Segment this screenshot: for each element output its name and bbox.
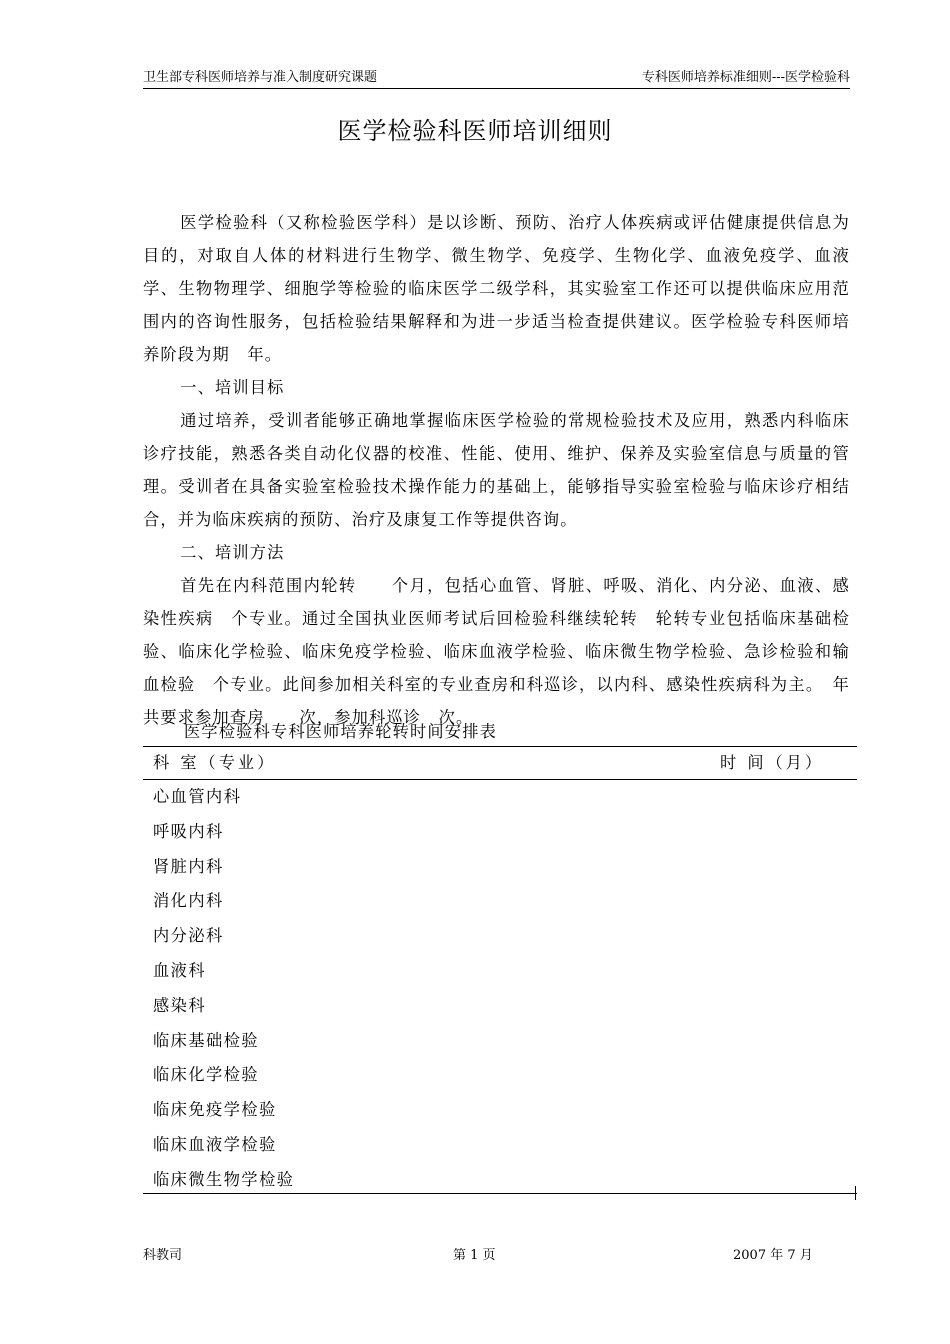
column-header-time: 时 间（月）: [720, 753, 825, 772]
table-header-row: [143, 747, 857, 780]
methods-paragraph: 首先在内科范围内轮转 个月，包括心血管、肾脏、呼吸、消化、内分泌、血液、感染性疾病 个专业。通过全国执业医师考试后回检验科继续轮转 轮转专业包括临床基础检验、临床化学检验、临床免疫学检验、临床血液学检验、临床微生物学检验、急诊检验和输血检验 个专业。此间参加相关科室的专业查房和科巡诊，以内科、感染性疾病科为主。 年共要求参加查房 次，参加科巡诊 次。: [143, 576, 850, 727]
goals-paragraph: 通过培养，受训者能够正确地掌握临床医学检验的常规检验技术及应用，熟悉内科临床诊疗技能，熟悉各类自动化仪器的校准、性能、使用、维护、保养及实验室信息与质量的管理。受训者在具备实验室检验技术操作能力的基础上，能够指导实验室检验与临床诊疗相结合，并为临床疾病的预防、治疗及康复工作等提供咨询。: [143, 411, 850, 529]
table-row: 临床基础检验: [153, 1030, 260, 1050]
header-project-title: 卫生部专科医师培养与准入制度研究课题: [143, 70, 378, 85]
table-row: 感染科: [153, 995, 207, 1015]
table-row: 血液科: [153, 960, 207, 980]
table-row: 临床化学检验: [153, 1065, 260, 1085]
page-footer: [143, 1247, 850, 1267]
section-heading-goals: 一、培训目标: [180, 378, 285, 397]
table-row: 消化内科: [153, 891, 224, 911]
table-row: 呼吸内科: [153, 821, 224, 841]
footer-department: 科教司: [143, 1248, 183, 1263]
table-right-edge: [855, 1186, 856, 1200]
section-heading-methods: 二、培训方法: [180, 543, 285, 562]
table-caption: 医学检验科专科医师培养轮转时间安排表: [184, 722, 497, 741]
footer-date: 2007 年 7 月: [733, 1248, 813, 1263]
table-row: 心血管内科: [153, 787, 242, 806]
table-row: 内分泌科: [153, 926, 224, 946]
table-row: 肾脏内科: [153, 856, 224, 876]
table-row: 临床微生物学检验: [153, 1169, 295, 1189]
document-body: [143, 206, 850, 734]
header-section-title: 专科医师培养标准细则---医学检验科: [641, 70, 850, 85]
rotation-table: [143, 746, 857, 1198]
table-bottom-rule: [143, 1193, 857, 1194]
document-title: 医学检验科医师培训细则: [337, 117, 613, 145]
footer-page-number: 第 1 页: [453, 1248, 496, 1263]
intro-paragraph: 医学检验科（又称检验医学科）是以诊断、预防、治疗人体疾病或评估健康提供信息为目的，对取自人体的材料进行生物学、微生物学、免疫学、生物化学、血液免疫学、血液学、生物物理学、细胞学等检验的临床医学二级学科，其实验室工作还可以提供临床应用范围内的咨询性服务，包括检验结果解释和为进一步适当检查提供建议。医学检验专科医师培养阶段为期 年。: [143, 213, 850, 364]
column-header-department: 科 室（专业）: [153, 753, 277, 772]
page-header: [143, 70, 850, 89]
table-row: 临床免疫学检验: [153, 1100, 277, 1120]
table-row: 临床血液学检验: [153, 1134, 277, 1154]
